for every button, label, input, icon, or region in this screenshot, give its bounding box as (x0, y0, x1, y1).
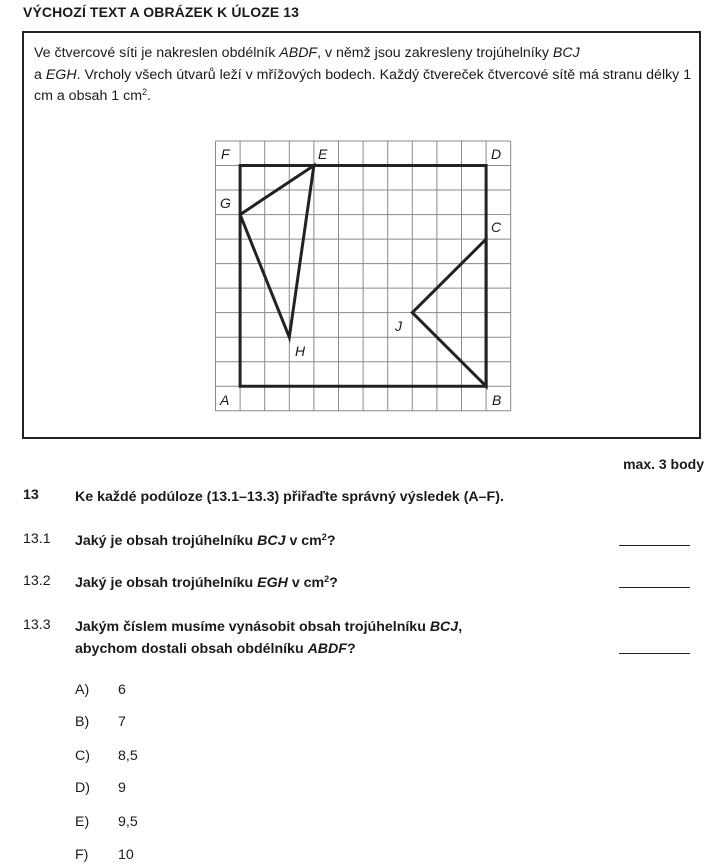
option-C: C) 8,5 (75, 748, 138, 764)
option-E: E) 9,5 (75, 814, 138, 830)
label-G: G (220, 195, 231, 211)
question-text: Jaký je obsah trojúhelníku EGH v $cm^2$? (75, 574, 338, 591)
grid-lines (216, 141, 511, 411)
label-A: A (220, 392, 230, 408)
triangle-EGH (240, 166, 314, 338)
source-text-box (22, 31, 701, 439)
task-instruction: Ke každé podúloze (13.1–13.3) přiřaďte správný výsledek (A–F). (75, 489, 504, 505)
label-C: C (491, 219, 502, 235)
question-text: Jakým číslem musíme vynásobit obsah trojúhelníku BCJ, abychom dostali obsah obdélníku ABDF? (75, 619, 463, 657)
label-D: D (491, 146, 502, 162)
max-points: max. 3 body (623, 456, 704, 472)
option-A: A) 6 (75, 682, 126, 698)
label-F: F (221, 146, 230, 162)
answer-blank-13-2[interactable] (619, 587, 690, 588)
option-F: F) 10 (75, 847, 134, 863)
label-H: H (295, 343, 306, 359)
grid-figure (213, 138, 515, 415)
task-number: 13 (23, 487, 39, 503)
label-E: E (318, 146, 328, 162)
option-B: B) 7 (75, 714, 126, 730)
question-number: 13.3 (23, 617, 51, 633)
question-text: Jaký je obsah trojúhelníku BCJ v $cm^2$? (75, 532, 336, 549)
answer-blank-13-1[interactable] (619, 545, 690, 546)
question-number: 13.1 (23, 531, 51, 547)
option-D: D) 9 (75, 780, 126, 796)
label-J: J (395, 318, 402, 334)
intro-text: Ve čtvercové síti je nakreslen obdélník ABDF, v němž jsou zakresleny trojúhelníky BCJ a EGH. Vrcholy všech útvarů leží v mřížových bodech. Každý čtvereček čtvercové sítě má stranu délky 1 cm a obsah 1 $cm^2$. (34, 45, 692, 104)
section-header: VÝCHOZÍ TEXT A OBRÁZEK K ÚLOZE 13 (23, 4, 300, 20)
answer-blank-13-3[interactable] (619, 653, 690, 654)
question-number: 13.2 (23, 573, 51, 589)
label-B: B (492, 392, 502, 408)
